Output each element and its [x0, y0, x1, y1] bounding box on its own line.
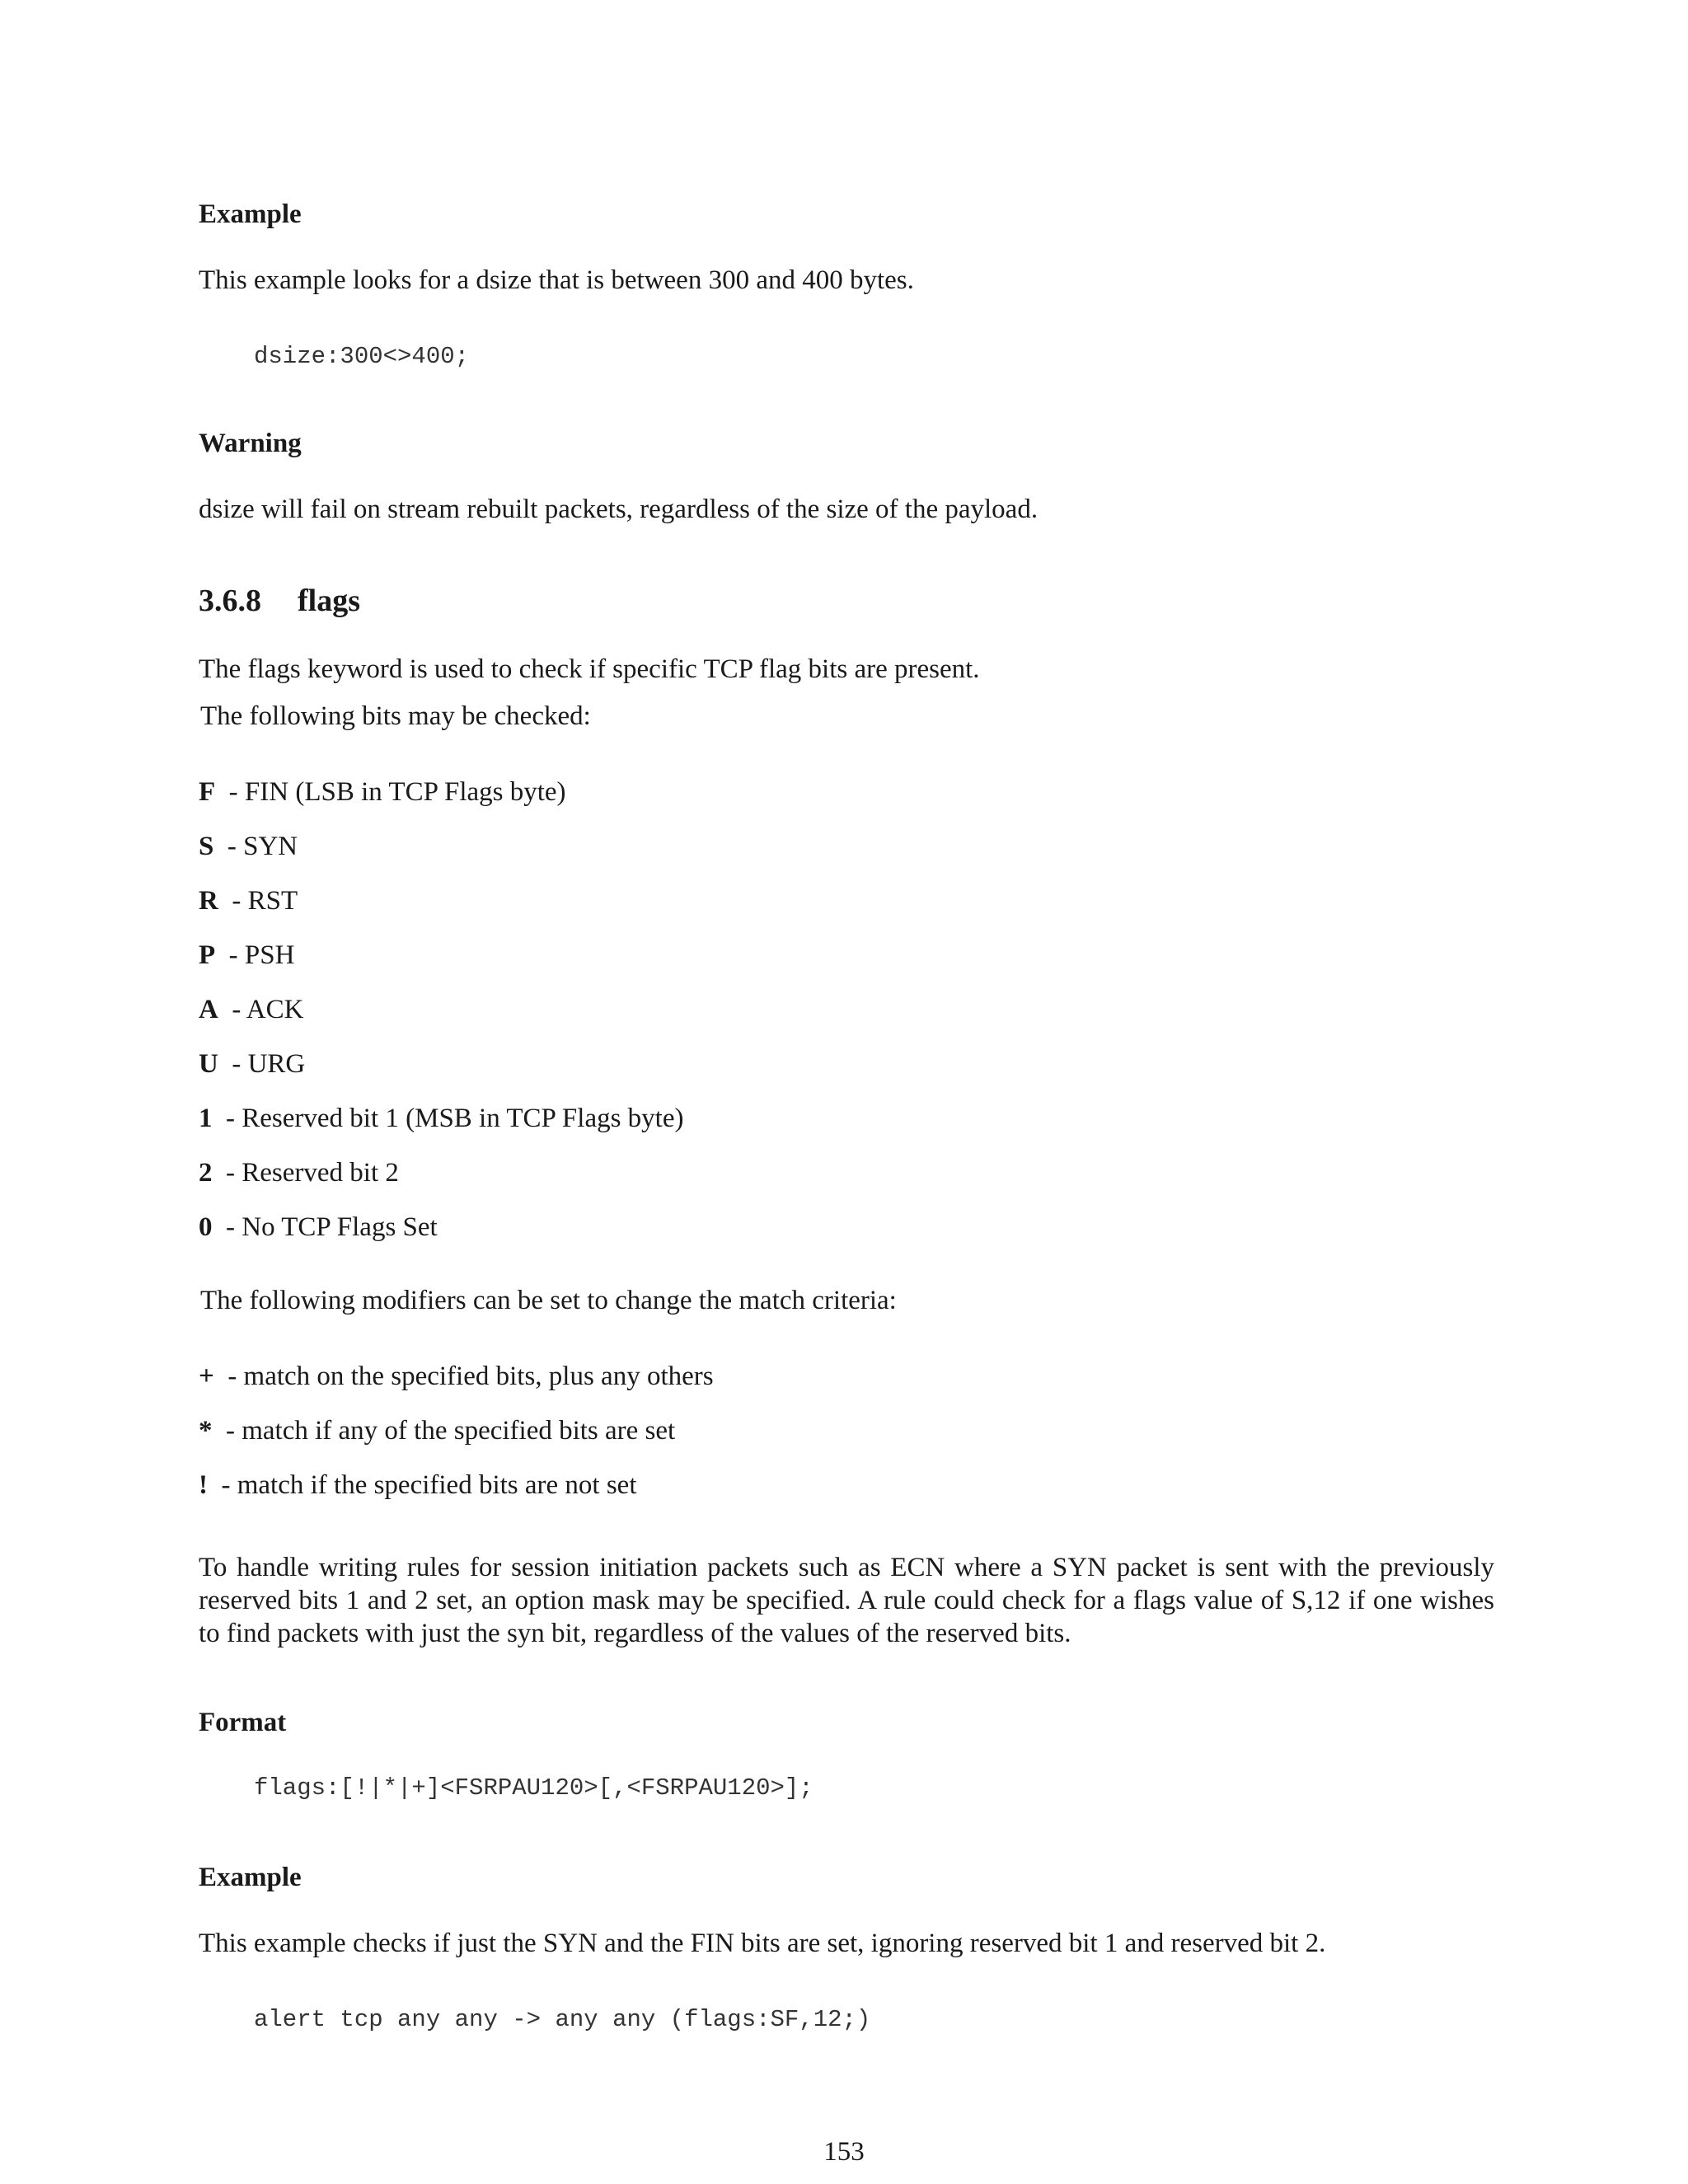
- format-code: flags:[!|*|+]<FSRPAU120>[,<FSRPAU120>];: [254, 1774, 814, 1802]
- option-mask-paragraph: To handle writing rules for session initiation packets such as ECN where a SYN packet is sent with the previously reserved bits 1 and 2 set, an option mask may be specified. A rule could check for a flags value of S,12 if one wishes to find packets with just the syn bit, regardless of the values of the reserved bits.: [199, 1553, 1494, 1648]
- page-number: 153: [823, 2137, 865, 2167]
- section-number: 3.6.8: [199, 583, 261, 618]
- bits-intro: The following bits may be checked:: [200, 701, 591, 731]
- modifier-item-description: - match on the specified bits, plus any others: [227, 1361, 714, 1391]
- format-heading: Format: [199, 1708, 287, 1737]
- intro-paragraph: The flags keyword is used to check if specific TCP flag bits are present.: [199, 654, 980, 684]
- modifier-item: [199, 1418, 675, 1445]
- modifier-item-key: *: [199, 1416, 213, 1446]
- flag-bit-item: [199, 1214, 438, 1241]
- flag-bit-item-description: - No TCP Flags Set: [226, 1212, 438, 1242]
- flag-bit-item: [199, 779, 566, 806]
- flag-bit-item: [199, 1160, 399, 1187]
- section-title: flags: [298, 583, 360, 618]
- flag-bit-item: [199, 1105, 684, 1132]
- flag-bit-item-key: S: [199, 832, 214, 861]
- code-example-alert: alert tcp any any -> any any (flags:SF,12;): [254, 2006, 871, 2033]
- example-heading: Example: [199, 199, 302, 229]
- flag-bit-item-description: - FIN (LSB in TCP Flags byte): [228, 777, 566, 807]
- flag-bit-item-key: 1: [199, 1104, 213, 1133]
- flag-bit-item-key: 2: [199, 1158, 213, 1188]
- modifier-item-key: +: [199, 1361, 214, 1391]
- flag-bit-item-description: - Reserved bit 1 (MSB in TCP Flags byte): [226, 1104, 684, 1133]
- flag-bit-item-key: A: [199, 995, 218, 1024]
- modifier-item-key: !: [199, 1470, 208, 1500]
- example-description: This example checks if just the SYN and the FIN bits are set, ignoring reserved bit 1 and reserved bit 2.: [199, 1929, 1326, 1958]
- flag-bit-item: [199, 833, 298, 860]
- flag-bit-item-key: 0: [199, 1212, 213, 1242]
- section-heading: [199, 585, 360, 616]
- flag-bit-item: [199, 888, 298, 915]
- code-example-dsize: dsize:300<>400;: [254, 343, 470, 370]
- flag-bit-item-key: R: [199, 886, 218, 916]
- warning-text: dsize will fail on stream rebuilt packets, regardless of the size of the payload.: [199, 494, 1039, 524]
- warning-heading: Warning: [199, 429, 302, 458]
- flag-bit-item: [199, 942, 294, 969]
- modifier-item-description: - match if any of the specified bits are set: [226, 1416, 676, 1446]
- flag-bit-item-key: F: [199, 777, 216, 807]
- example-description: This example looks for a dsize that is between 300 and 400 bytes.: [199, 265, 914, 295]
- flag-bit-item-description: - RST: [232, 886, 298, 916]
- modifier-item: [199, 1363, 714, 1390]
- flag-bit-item-key: P: [199, 940, 216, 970]
- modifier-item: [199, 1472, 637, 1499]
- modifiers-intro: The following modifiers can be set to change the match criteria:: [200, 1286, 897, 1315]
- flag-bit-item: [199, 996, 303, 1024]
- example-heading: Example: [199, 1863, 302, 1892]
- flag-bit-item-description: - URG: [232, 1049, 306, 1079]
- flag-bit-item-description: - Reserved bit 2: [226, 1158, 399, 1188]
- flag-bit-item-description: - SYN: [227, 832, 298, 861]
- flag-bit-item: [199, 1051, 305, 1078]
- flag-bit-item-description: - PSH: [228, 940, 295, 970]
- modifier-item-description: - match if the specified bits are not set: [221, 1470, 637, 1500]
- flag-bit-item-description: - ACK: [232, 995, 304, 1024]
- flag-bit-item-key: U: [199, 1049, 218, 1079]
